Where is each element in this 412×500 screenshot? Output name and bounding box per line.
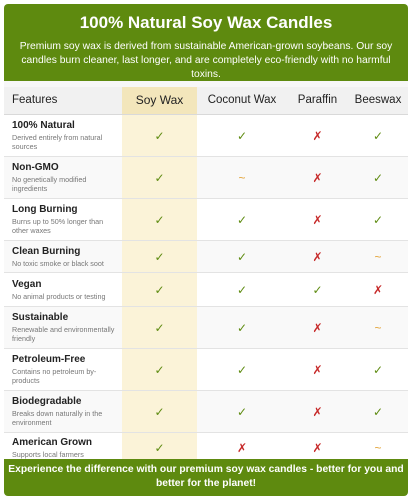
check-icon: ✓ xyxy=(372,362,384,377)
footer-text: Experience the difference with our premium soy wax candles - better for you and better for the planet! xyxy=(8,464,404,489)
beeswax-cell xyxy=(348,348,408,390)
feature-description: Derived entirely from natural sources xyxy=(12,133,103,151)
table-body xyxy=(4,114,408,462)
coconut-wax-cell xyxy=(197,114,287,156)
partial-icon: ~ xyxy=(238,170,246,185)
feature-description: Contains no petroleum by-products xyxy=(12,367,97,385)
check-icon: ✓ xyxy=(236,128,248,143)
table-row xyxy=(4,306,408,348)
column-header-features: Features xyxy=(4,87,122,114)
column-header-paraffin: Paraffin xyxy=(287,87,348,114)
feature-description: No toxic smoke or black soot xyxy=(12,258,104,268)
feature-cell xyxy=(4,306,122,348)
cross-icon: ✗ xyxy=(312,362,323,377)
paraffin-cell xyxy=(287,306,348,348)
table-header-row xyxy=(4,87,408,114)
table-row xyxy=(4,114,408,156)
check-icon: ✓ xyxy=(154,128,165,143)
footer-banner xyxy=(4,459,408,496)
paraffin-cell xyxy=(287,348,348,390)
feature-cell xyxy=(4,114,122,156)
beeswax-cell xyxy=(348,156,408,198)
paraffin-cell xyxy=(287,390,348,432)
soy-wax-cell xyxy=(122,114,197,156)
feature-description: Burns up to 50% longer than other waxes xyxy=(12,217,104,235)
check-icon: ✓ xyxy=(372,170,384,185)
table-row xyxy=(4,432,408,462)
coconut-wax-cell xyxy=(197,272,287,306)
feature-cell xyxy=(4,390,122,432)
check-icon: ✓ xyxy=(154,320,165,335)
check-icon: ✓ xyxy=(236,212,248,227)
cross-icon: ✗ xyxy=(312,404,323,419)
soy-wax-cell xyxy=(122,432,197,462)
beeswax-cell xyxy=(348,306,408,348)
feature-name: American Grown xyxy=(12,436,93,448)
coconut-wax-cell xyxy=(197,198,287,240)
coconut-wax-cell xyxy=(197,390,287,432)
cross-icon: ✗ xyxy=(236,440,248,455)
header-subtitle: Premium soy wax is derived from sustainable American-grown soybeans. Our soy candles burn cleaner, last longer, and are completely eco-friendly with no harmful toxins. xyxy=(19,41,393,80)
table-row xyxy=(4,240,408,272)
check-icon: ✓ xyxy=(154,282,165,297)
cross-icon: ✗ xyxy=(312,249,323,264)
feature-cell xyxy=(4,432,122,462)
cross-icon: ✗ xyxy=(312,128,323,143)
check-icon: ✓ xyxy=(236,404,248,419)
soy-wax-cell xyxy=(122,272,197,306)
feature-description: Breaks down naturally in the environment xyxy=(12,409,103,427)
beeswax-cell xyxy=(348,272,408,306)
check-icon: ✓ xyxy=(236,282,248,297)
feature-name: Vegan xyxy=(12,278,42,290)
check-icon: ✓ xyxy=(154,362,165,377)
partial-icon: ~ xyxy=(374,320,382,335)
feature-cell xyxy=(4,348,122,390)
paraffin-cell xyxy=(287,432,348,462)
check-icon: ✓ xyxy=(236,249,248,264)
check-icon: ✓ xyxy=(236,362,248,377)
beeswax-cell xyxy=(348,198,408,240)
coconut-wax-cell xyxy=(197,240,287,272)
coconut-wax-cell xyxy=(197,348,287,390)
beeswax-cell xyxy=(348,240,408,272)
feature-cell xyxy=(4,272,122,306)
check-icon: ✓ xyxy=(154,249,165,264)
paraffin-cell xyxy=(287,114,348,156)
page-title: 100% Natural Soy Wax Candles xyxy=(79,13,333,32)
table-row xyxy=(4,348,408,390)
feature-description: Renewable and environmentally friendly xyxy=(12,325,115,343)
cross-icon: ✗ xyxy=(312,212,323,227)
soy-wax-cell xyxy=(122,198,197,240)
check-icon: ✓ xyxy=(372,212,384,227)
check-icon: ✓ xyxy=(154,440,165,455)
table-row xyxy=(4,156,408,198)
column-header-coconut-wax: Coconut Wax xyxy=(197,87,287,114)
cross-icon: ✗ xyxy=(312,440,323,455)
coconut-wax-cell xyxy=(197,432,287,462)
cross-icon: ✗ xyxy=(312,170,323,185)
header-banner xyxy=(4,4,408,81)
table-row xyxy=(4,272,408,306)
beeswax-cell xyxy=(348,432,408,462)
coconut-wax-cell xyxy=(197,306,287,348)
paraffin-cell xyxy=(287,272,348,306)
soy-wax-cell xyxy=(122,156,197,198)
column-header-soy-wax: Soy Wax xyxy=(122,87,197,114)
check-icon: ✓ xyxy=(236,320,248,335)
feature-name: Long Burning xyxy=(12,204,78,215)
feature-description: No animal products or testing xyxy=(12,291,106,301)
soy-wax-cell xyxy=(122,348,197,390)
paraffin-cell xyxy=(287,240,348,272)
feature-name: Clean Burning xyxy=(12,245,81,257)
check-icon: ✓ xyxy=(154,404,165,419)
table-row xyxy=(4,390,408,432)
check-icon: ✓ xyxy=(372,404,384,419)
feature-cell xyxy=(4,156,122,198)
soy-wax-cell xyxy=(122,240,197,272)
table-row xyxy=(4,198,408,240)
beeswax-cell xyxy=(348,114,408,156)
partial-icon: ~ xyxy=(374,249,382,264)
comparison-card xyxy=(4,4,408,496)
partial-icon: ~ xyxy=(374,440,382,455)
feature-description: No genetically modified ingredients xyxy=(12,175,87,193)
comparison-table xyxy=(4,87,408,463)
feature-cell xyxy=(4,198,122,240)
cross-icon: ✗ xyxy=(372,282,384,297)
check-icon: ✓ xyxy=(154,212,165,227)
soy-wax-cell xyxy=(122,306,197,348)
coconut-wax-cell xyxy=(197,156,287,198)
feature-name: Petroleum-Free xyxy=(12,354,86,365)
feature-cell xyxy=(4,240,122,272)
feature-name: Non-GMO xyxy=(12,162,59,173)
check-icon: ✓ xyxy=(372,128,384,143)
check-icon: ✓ xyxy=(154,170,165,185)
feature-name: 100% Natural xyxy=(12,120,75,131)
paraffin-cell xyxy=(287,198,348,240)
soy-wax-cell xyxy=(122,390,197,432)
beeswax-cell xyxy=(348,390,408,432)
cross-icon: ✗ xyxy=(312,320,323,335)
feature-description: Supports local farmers xyxy=(12,449,84,459)
feature-name: Sustainable xyxy=(12,312,69,323)
check-icon: ✓ xyxy=(312,282,323,297)
paraffin-cell xyxy=(287,156,348,198)
column-header-beeswax: Beeswax xyxy=(348,87,408,114)
feature-name: Biodegradable xyxy=(12,396,82,407)
